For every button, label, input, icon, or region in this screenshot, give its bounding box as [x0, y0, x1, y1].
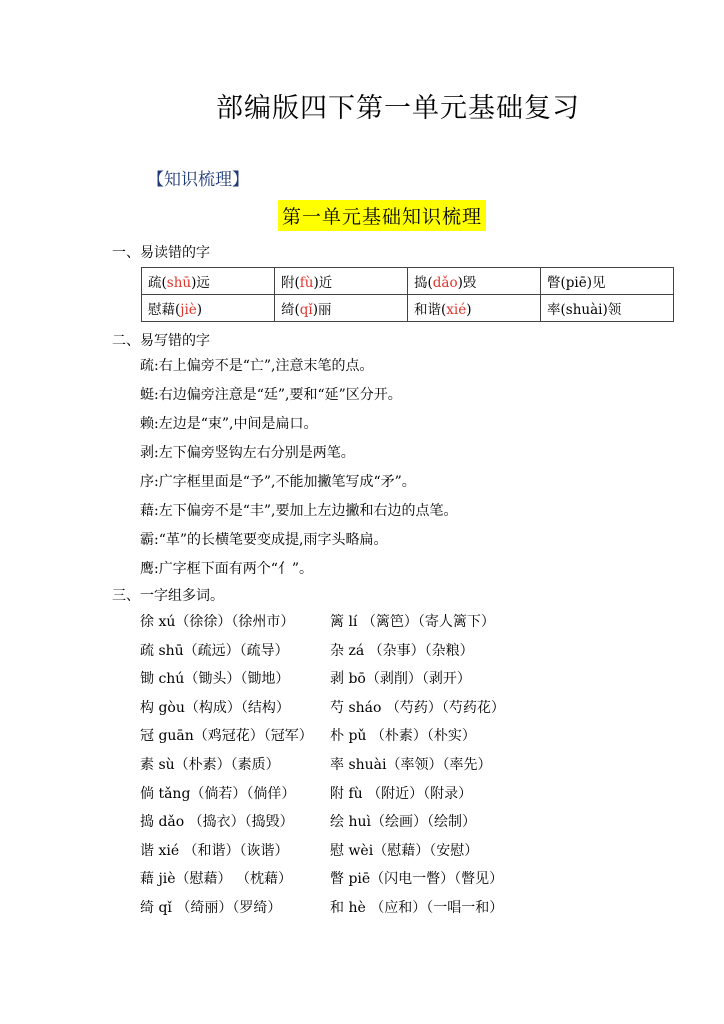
word-group-left: 倘 tǎng（倘若）（倘佯） [140, 785, 296, 802]
word-group-left: 徐 xú（徐徐）（徐州市） [140, 614, 295, 630]
rule-item: 赖:左边是“束”,中间是扁口。 [140, 416, 318, 432]
word-group-right: 和 hè （应和）（一唱一和） [330, 900, 504, 916]
word-group-right: 慰 wèi（慰藉）（安慰） [330, 842, 479, 859]
word-group-right: 篱 lí （篱笆）（寄人篱下） [330, 614, 495, 630]
word-group-right: 率 shuài（率领）（率先） [330, 757, 492, 773]
word-line [140, 897, 504, 917]
word-group-left: 捣 dǎo （捣衣）（捣毁） [140, 814, 294, 831]
word-line [140, 868, 504, 888]
rule-item: 鹰:广字框下面有两个“亻”。 [140, 561, 314, 577]
reading-table [141, 267, 674, 322]
word-group-left: 锄 chú（锄头）（锄地） [140, 671, 290, 688]
rule-item: 霸:“革”的长横笔要变成提,雨字头略扁。 [140, 532, 388, 548]
table-row [142, 268, 674, 295]
word-group-right: 剥 bō（剥削）（剥开） [330, 671, 471, 688]
rule-item: 藉:左下偏旁不是“丰”,要加上左边撇和右边的点笔。 [140, 503, 458, 519]
rule-item: 序:广字框里面是“予”,不能加撇笔写成“矛”。 [140, 474, 416, 490]
word-line [140, 754, 492, 774]
word-group-right: 芍 sháo （芍药）（芍药花） [330, 699, 505, 716]
table-cell: 瞥(piē)见 [541, 268, 674, 295]
rule-item: 剥:左下偏旁竖钩左右分别是两笔。 [140, 445, 355, 461]
section-heading-3: 三、一字组多词。 [112, 588, 224, 604]
word-line [140, 640, 474, 660]
word-group-right: 绘 huì（绘画）（绘制） [330, 814, 476, 831]
pinyin: shū [166, 275, 192, 291]
table-row [142, 295, 674, 322]
word-group-right: 杂 zá （杂事）（杂粮） [330, 642, 474, 659]
pinyin: piē [565, 275, 587, 291]
table-cell: 捣(dǎo)毁 [408, 268, 541, 295]
word-line [140, 725, 476, 745]
table-cell: 和谐(xié) [408, 295, 541, 322]
rule-item: 蜓:右边偏旁注意是“廷”,要和“延”区分开。 [140, 387, 402, 403]
pinyin: dǎo [432, 275, 458, 291]
pinyin: qǐ [299, 302, 313, 318]
word-line [140, 840, 479, 860]
table-cell: 率(shuài)领 [541, 295, 674, 322]
word-group-right: 附 fù （附近）（附录） [330, 785, 473, 802]
word-line [140, 783, 473, 803]
word-group-left: 疏 shū（疏远）（疏导） [140, 642, 289, 659]
section-heading-2: 二、易写错的字 [112, 333, 210, 349]
word-group-left: 素 sù（朴素）（素质） [140, 757, 280, 773]
section-heading-1: 一、易读错的字 [112, 245, 210, 261]
word-group-left: 藉 jiè（慰藉） （枕藉） [140, 871, 293, 888]
word-line [140, 668, 471, 688]
rule-item: 疏:右上偏旁不是“亡”,注意末笔的点。 [140, 358, 374, 374]
word-line [140, 697, 505, 717]
pinyin: fù [299, 275, 314, 291]
pinyin: shuài [565, 302, 603, 318]
word-group-right: 瞥 piē（闪电一瞥）（瞥见） [330, 871, 504, 888]
word-group-left: 谐 xié （和谐）（诙谐） [140, 842, 289, 859]
word-group-right: 朴 pǔ （朴素）（朴实） [330, 728, 476, 745]
page-title: 部编版四下第一单元基础复习 [216, 93, 580, 124]
word-line [140, 811, 476, 831]
table-cell: 慰藉(jiè) [142, 295, 275, 322]
table-cell: 疏(shū)远 [142, 268, 275, 295]
word-line [140, 611, 495, 631]
pinyin: xié [446, 302, 467, 318]
pinyin: jiè [180, 302, 197, 318]
word-group-left: 绮 qǐ （绮丽）（罗绮） [140, 900, 282, 916]
knowledge-header: 【知识梳理】 [147, 170, 249, 190]
word-group-left: 构 gòu（构成）（结构） [140, 699, 290, 716]
unit-title: 第一单元基础知识梳理 [278, 200, 486, 231]
unit-title-wrap [0, 200, 724, 231]
word-group-left: 冠 guān（鸡冠花）（冠军） [140, 728, 313, 745]
table-cell: 绮(qǐ)丽 [275, 295, 408, 322]
table-cell: 附(fù)近 [275, 268, 408, 295]
